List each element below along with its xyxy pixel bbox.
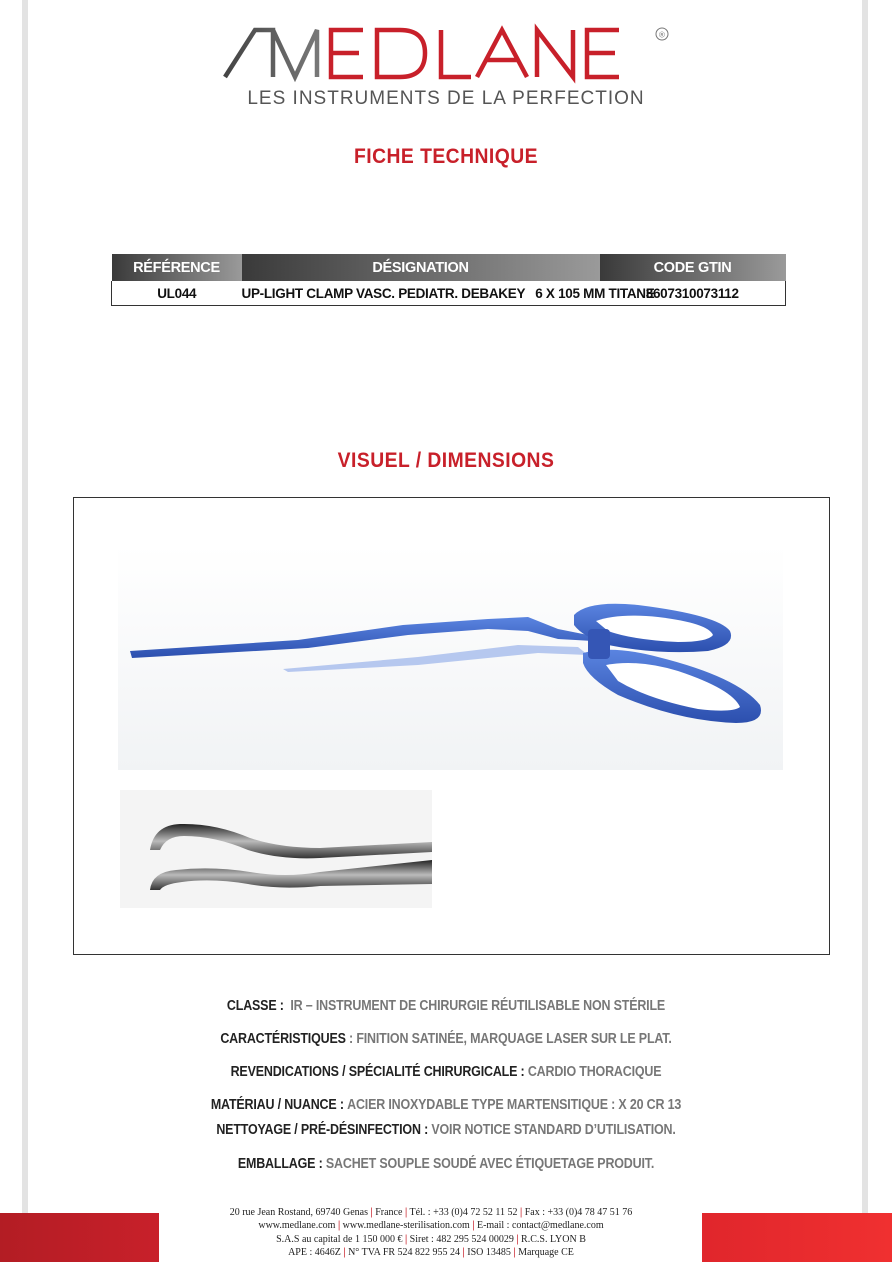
cell-gtin: 3607310073112	[600, 281, 786, 306]
right-border-line	[862, 0, 868, 1215]
clamp-tip-closeup-image	[120, 790, 432, 908]
header-designation: DÉSIGNATION	[242, 254, 600, 281]
spec-label: NETTOYAGE / PRÉ-DÉSINFECTION :	[216, 1122, 429, 1138]
spec-value: SACHET SOUPLE SOUDÉ AVEC ÉTIQUETAGE PRODUIT.	[325, 1156, 655, 1172]
footer-phone: Tél. : +33 (0)4 72 52 11 52	[409, 1207, 518, 1218]
clamp-instrument-image	[118, 545, 783, 770]
footer-tva: N° TVA FR 524 822 955 24	[348, 1247, 461, 1259]
reference-table	[111, 254, 786, 306]
spec-value: IR – INSTRUMENT DE CHIRURGIE RÉUTILISABLE NON STÉRILE	[290, 998, 666, 1014]
visuel-dimensions-title: VISUEL / DIMENSIONS	[337, 449, 555, 472]
footer-ape: APE : 4646Z	[288, 1247, 341, 1259]
footer-website-link[interactable]: www.medlane.com	[258, 1220, 336, 1232]
footer-line-2: www.medlane.com | www.medlane-sterilisation.com | E-mail : contact@medlane.com	[258, 1220, 604, 1232]
brand-tagline: LES INSTRUMENTS DE LA PERFECTION	[247, 88, 645, 109]
spec-value: CARDIO THORACIQUE	[527, 1064, 662, 1080]
footer-country: France	[375, 1207, 403, 1218]
footer-iso: ISO 13485	[467, 1247, 511, 1259]
spec-nettoyage	[62, 1122, 829, 1138]
spec-value: ACIER INOXYDABLE TYPE MARTENSITIQUE : X 20 CR 13	[347, 1097, 682, 1113]
table-row	[112, 281, 786, 306]
footer-fax: Fax : +33 (0)4 78 47 51 76	[524, 1207, 633, 1218]
footer-line-1: 20 rue Jean Rostand, 69740 Genas | France | Tél. : +33 (0)4 72 52 11 52 | Fax : +33 (0)4 78 47 51 76	[229, 1207, 633, 1218]
header-reference: RÉFÉRENCE	[112, 254, 242, 281]
footer-line-3: S.A.S au capital de 1 150 000 € | Siret : 482 295 524 00029 | R.C.S. LYON B	[276, 1233, 586, 1245]
footer-contact-info	[170, 1206, 692, 1260]
spec-label: REVENDICATIONS / SPÉCIALITÉ CHIRURGICALE :	[230, 1064, 525, 1080]
spec-label: MATÉRIAU / NUANCE :	[210, 1097, 344, 1113]
registered-mark: ®	[659, 30, 665, 40]
spec-label: CARACTÉRISTIQUES	[220, 1031, 346, 1047]
footer-red-bar-left	[0, 1213, 159, 1262]
spec-value: : FINITION SATINÉE, MARQUAGE LASER SUR LE PLAT.	[349, 1031, 672, 1047]
header-gtin: CODE GTIN	[600, 254, 786, 281]
spec-revendications	[62, 1064, 829, 1080]
cell-designation: UP-LIGHT CLAMP VASC. PEDIATR. DEBAKEY 6 X 105 MM TITANE	[242, 281, 600, 306]
footer-sterilisation-link[interactable]: www.medlane-sterilisation.com	[342, 1220, 470, 1232]
cell-reference: UL044	[112, 281, 242, 306]
footer-ce-marking: Marquage CE	[518, 1247, 574, 1259]
spec-label: CLASSE :	[226, 998, 284, 1014]
footer-red-bar-right	[702, 1213, 892, 1262]
footer-address: 20 rue Jean Rostand, 69740 Genas	[229, 1207, 369, 1218]
spec-caracteristiques	[62, 1031, 829, 1047]
spec-classe	[62, 998, 829, 1014]
footer-siret: Siret : 482 295 524 00029	[409, 1233, 514, 1245]
spec-value: VOIR NOTICE STANDARD D’UTILISATION.	[431, 1122, 676, 1138]
medlane-logo	[215, 22, 675, 84]
footer-line-4: APE : 4646Z | N° TVA FR 524 822 955 24 | ISO 13485 | Marquage CE	[288, 1247, 574, 1259]
fiche-technique-title: FICHE TECHNIQUE	[353, 145, 538, 168]
footer-capital: S.A.S au capital de 1 150 000 €	[276, 1233, 403, 1245]
spec-materiau	[62, 1097, 829, 1113]
footer-email-link[interactable]: E-mail : contact@medlane.com	[476, 1220, 604, 1232]
left-border-line	[22, 0, 28, 1215]
spec-label: EMBALLAGE :	[237, 1156, 323, 1172]
footer-rcs: R.C.S. LYON B	[521, 1233, 586, 1245]
table-header-row	[112, 254, 786, 281]
spec-emballage	[62, 1156, 829, 1172]
